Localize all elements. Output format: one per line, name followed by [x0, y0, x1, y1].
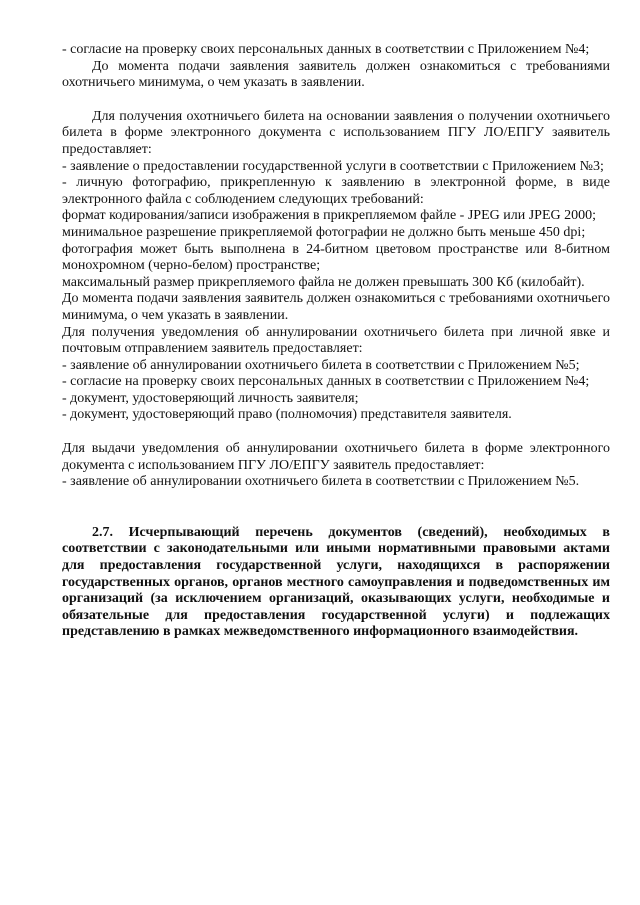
paragraph-annulment-electronic-intro: Для выдачи уведомления об аннулировании охотничьего билета в форме электронного документа с использованием ПГУ ЛО/ЕПГУ заявитель предоставляет:: [62, 441, 610, 473]
section-heading-2-7: 2.7. Исчерпывающий перечень документов (сведений), необходимых в соответствии с законодательными или иными нормативными правовыми актами для предоставления государственной услуги, находящихся в распоряжении государственных органов, органов местного самоуправления и подведомственных им организаций (за исключением организаций, оказывающих услуги, необходимые и обязательные для предоставления государственной услуги) и подлежащих представлению в рамках межведомственного информационного взаимодействия.: [62, 524, 610, 640]
document-page: [62, 42, 610, 641]
paragraph-consent-appendix-4: - согласие на проверку своих персональных данных в соответствии с Приложением №4;: [62, 42, 590, 57]
spacer: [62, 491, 610, 525]
list-item-representative-authority: - документ, удостоверяющий право (полномочия) представителя заявителя.: [62, 407, 512, 423]
paragraph-electronic-ticket-intro: Для получения охотничьего билета на основании заявления о получении охотничьего билета в форме электронного документа с использованием ПГУ ЛО/ЕПГУ заявитель предоставляет:: [62, 108, 610, 157]
list-item-application-appendix-3: - заявление о предоставлении государственной услуги в соответствии с Приложением №3;: [62, 158, 604, 174]
photo-requirement-resolution: минимальное разрешение прикрепляемой фотографии не должно быть меньше 450 dpi;: [62, 224, 586, 240]
spacer: [62, 92, 610, 109]
photo-requirement-color-space: фотография может быть выполнена в 24-битном цветовом пространстве или 8-битном монохромном (черно-белом) пространстве;: [62, 241, 610, 274]
spacer: [62, 424, 610, 441]
paragraph-annulment-in-person-intro: Для получения уведомления об аннулировании охотничьего билета при личной явке и почтовым отправлением заявитель предоставляет:: [62, 324, 610, 357]
paragraph-hunting-minimum-note-2: До момента подачи заявления заявитель должен ознакомиться с требованиями охотничьего минимума, о чем указать в заявлении.: [62, 291, 610, 323]
list-item-consent-appendix-4: - согласие на проверку своих персональных данных в соответствии с Приложением №4;: [62, 374, 590, 390]
paragraph-hunting-minimum-note: До момента подачи заявления заявитель должен ознакомиться с требованиями охотничьего минимума, о чем указать в заявлении.: [62, 58, 610, 91]
list-item-annulment-appendix-5: - заявление об аннулировании охотничьего билета в соответствии с Приложением №5;: [62, 357, 580, 373]
list-item-personal-photo: - личную фотографию, прикрепленную к заявлению в электронной форме, в виде электронного файла с соблюдением следующих требований:: [62, 175, 610, 207]
list-item-identity-document: - документ, удостоверяющий личность заявителя;: [62, 390, 359, 406]
photo-requirement-max-size: максимальный размер прикрепляемого файла не должен превышать 300 Кб (килобайт).: [62, 274, 585, 290]
photo-requirement-format: формат кодирования/записи изображения в прикрепляемом файле - JPEG или JPEG 2000;: [62, 208, 596, 224]
list-item-annulment-appendix-5-electronic: - заявление об аннулировании охотничьего билета в соответствии с Приложением №5.: [62, 474, 580, 490]
